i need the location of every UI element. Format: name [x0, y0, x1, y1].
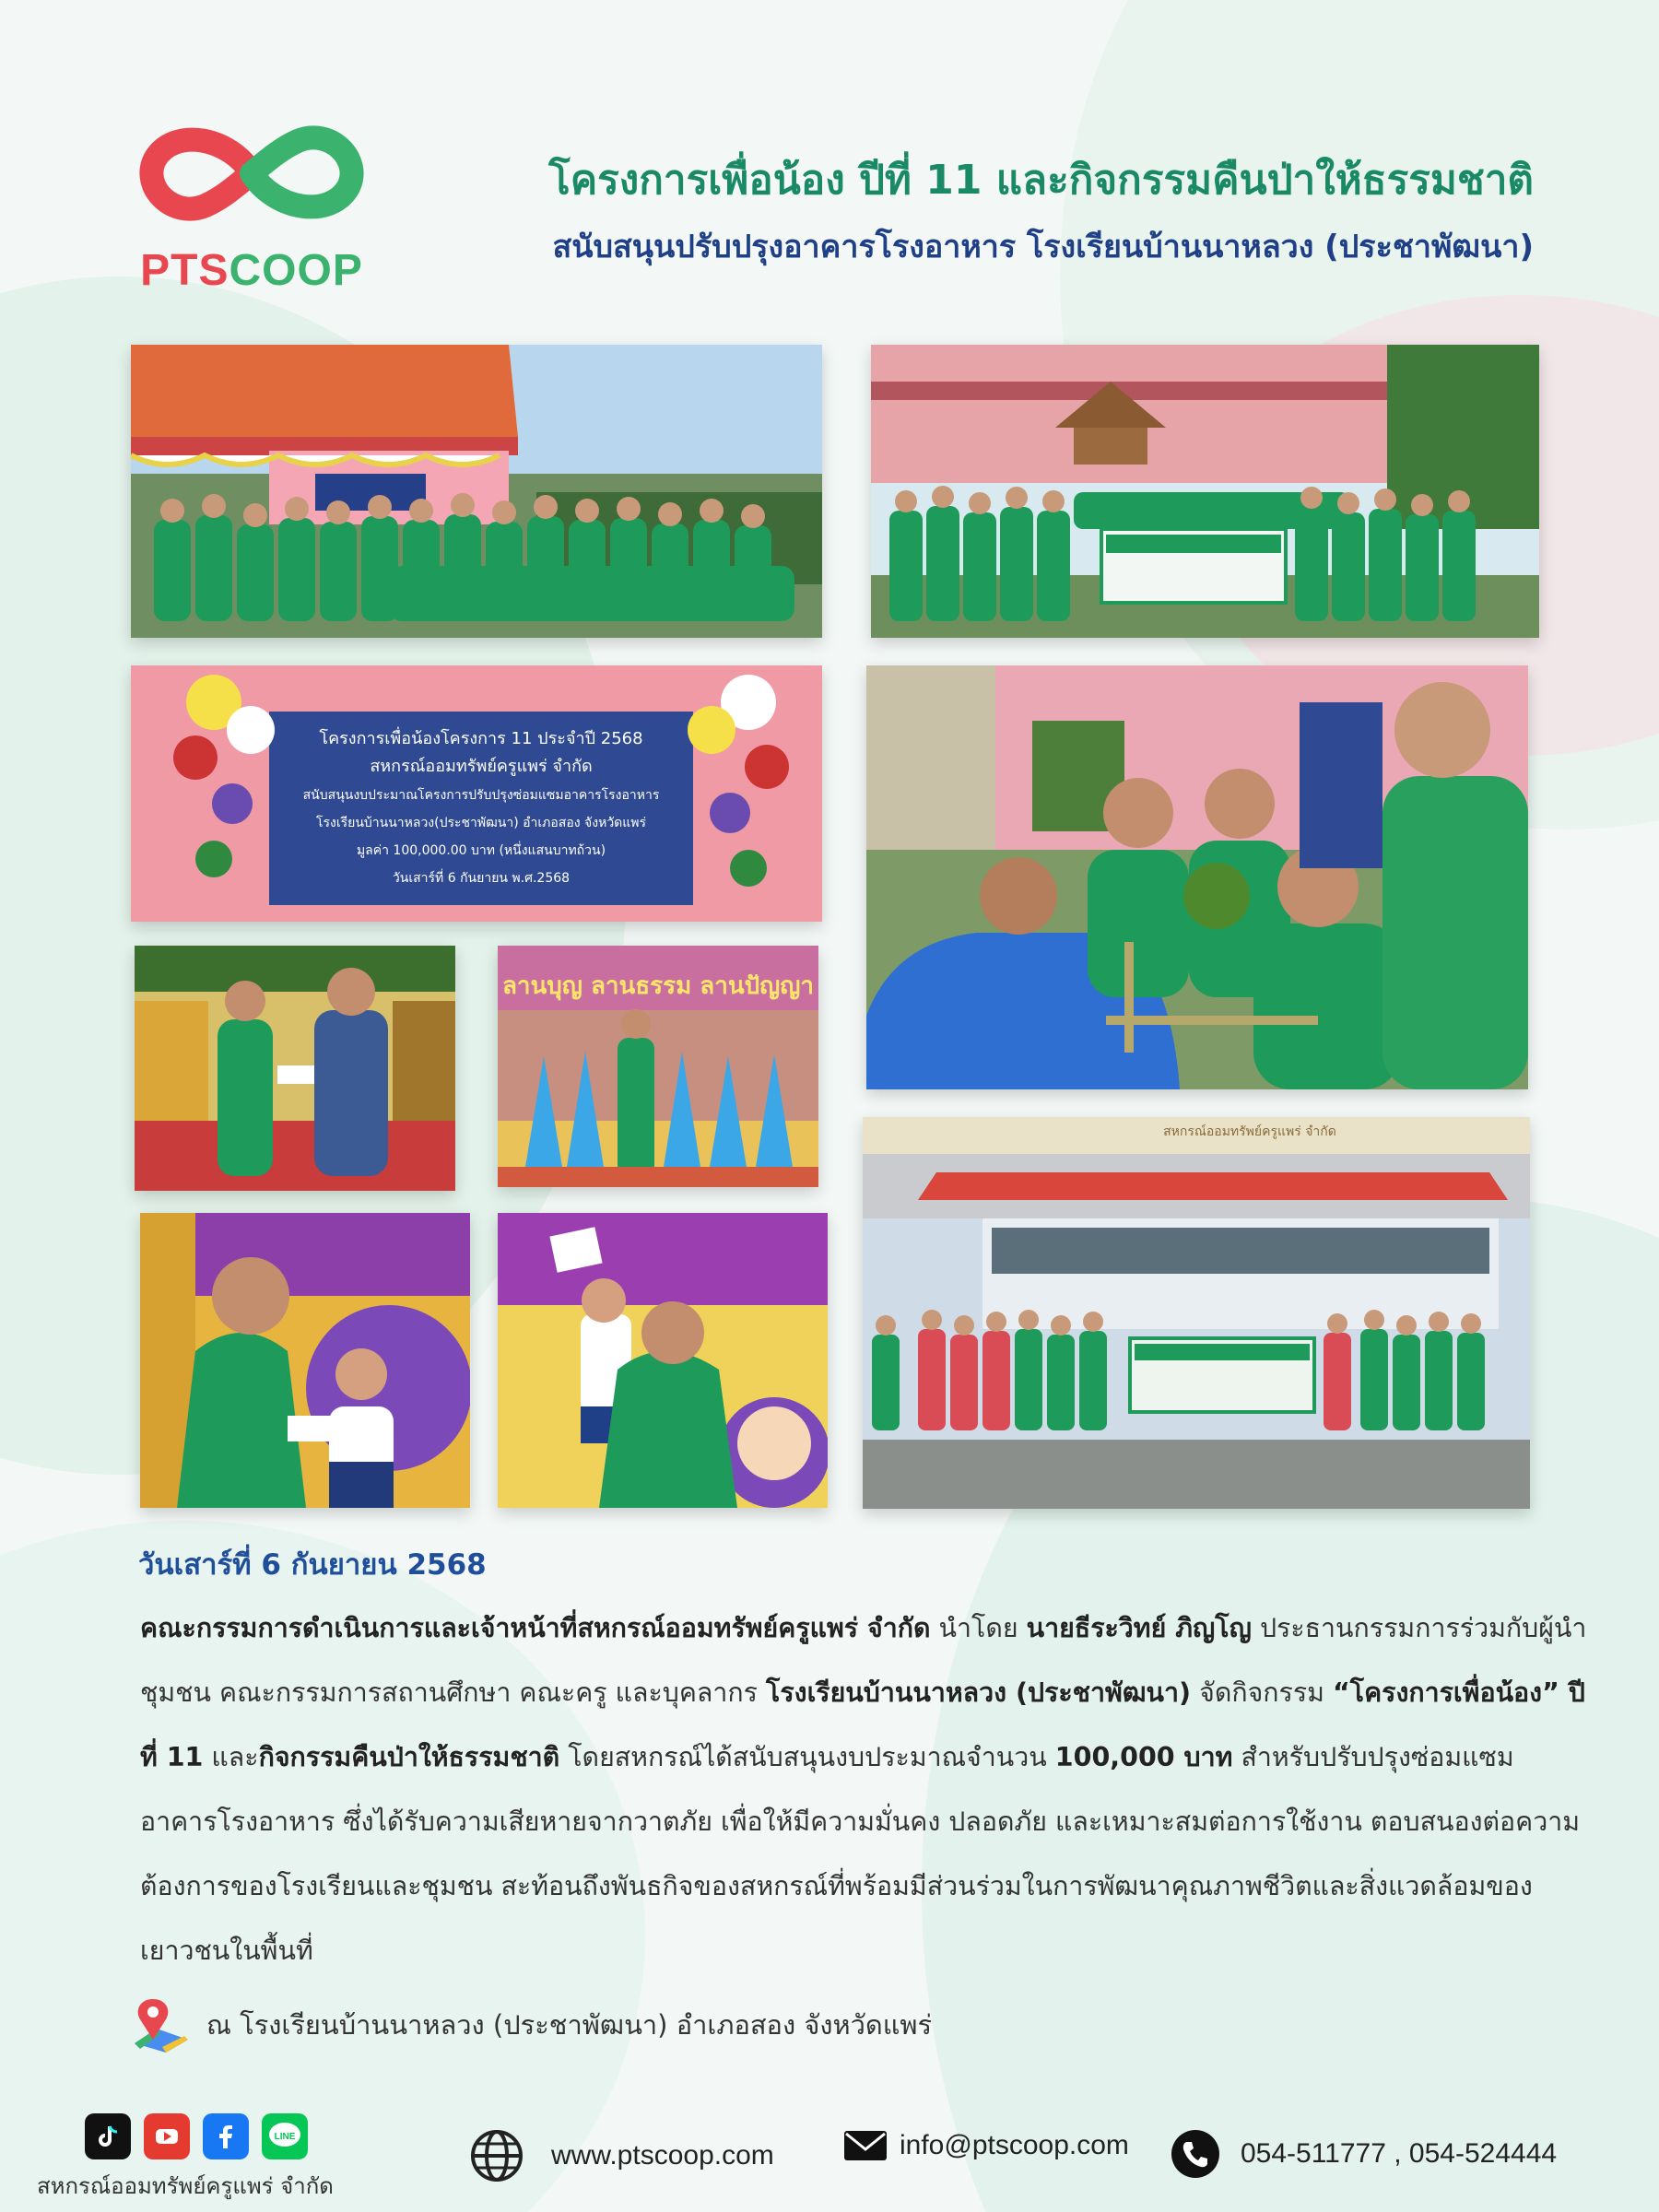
cooperative-committee: คณะกรรมการดำเนินการและเจ้าหน้าที่สหกรณ์ออมทรัพย์ครูแพร่ จำกัด — [140, 1613, 931, 1643]
photo-scholarship-girl — [140, 1213, 470, 1508]
photo-group-tree-planting — [871, 345, 1539, 638]
line-icon-label: LINE — [274, 2132, 296, 2142]
page-subtitle: สนับสนุนปรับปรุงอาคารโรงอาหาร โรงเรียนบ้านนาหลวง (ประชาพัฒนา) — [552, 229, 1534, 265]
stage-sign: ลานบุญ ลานธรรม ลานปัญญา — [501, 972, 815, 1000]
phone-numbers: 054-511777 , 054-524444 — [1241, 2138, 1558, 2169]
logo-coop: COOP — [229, 246, 363, 295]
photo-group-building — [131, 345, 822, 638]
location-text: ณ โรงเรียนบ้านนาหลวง (ประชาพัฒนา) อำเภอสอง จังหวัดแพร่ — [206, 2009, 933, 2041]
banner-line-5: มูลค่า 100,000.00 บาท (หนึ่งแสนบาทถ้วน) — [356, 843, 606, 858]
photo-planting-closeup — [866, 665, 1528, 1089]
banner-line-6: วันเสาร์ที่ 6 กันยายน พ.ศ.2568 — [392, 871, 571, 886]
budget-amount: 100,000 บาท — [1054, 1742, 1233, 1772]
website-contact[interactable] — [470, 2129, 774, 2183]
event-description — [140, 1596, 1587, 1983]
text-segment: โดยสหกรณ์ได้สนับสนุนงบประมาณจำนวน — [559, 1742, 1055, 1772]
banner-line-4: โรงเรียนบ้านนาหลวง(ประชาพัฒนา) อำเภอสอง จังหวัดแพร่ — [315, 816, 647, 830]
event-date: วันเสาร์ที่ 6 กันยายน 2568 — [138, 1548, 487, 1582]
logo-wordmark — [136, 245, 367, 296]
phone-contact[interactable] — [1171, 2129, 1557, 2179]
photo-handover-hall — [135, 946, 455, 1191]
page-title: โครงการเพื่อน้อง ปีที่ 11 และกิจกรรมคืนป่าให้ธรรมชาติ — [548, 157, 1534, 204]
event-location — [129, 1995, 932, 2054]
mail-icon — [842, 2129, 888, 2162]
organization-name: สหกรณ์ออมทรัพย์ครูแพร่ จำกัด — [37, 2173, 334, 2199]
logo-pts: PTS — [140, 246, 229, 295]
photo-group-cooperative — [863, 1117, 1530, 1509]
website-link[interactable]: www.ptscoop.com — [551, 2140, 774, 2171]
infinity-logo-icon — [136, 109, 367, 238]
building-sign: สหกรณ์ออมทรัพย์ครูแพร่ จำกัด — [1163, 1124, 1336, 1139]
text-segment: นำโดย — [930, 1613, 1027, 1643]
social-links — [85, 2113, 308, 2159]
youtube-icon[interactable] — [144, 2113, 190, 2159]
email-contact[interactable] — [842, 2129, 1129, 2162]
text-segment: และ — [203, 1742, 259, 1772]
phone-icon — [1171, 2129, 1220, 2179]
email-link[interactable]: info@ptscoop.com — [900, 2130, 1129, 2160]
text-segment: ประธานกรรมการร่วมกับผู้นำชุมชน คณะกรรมการสถานศึกษา คณะครู และบุคลากร — [140, 1613, 1587, 1708]
banner-line-1: โครงการเพื่อน้องโครงการ 11 ประจำปี 2568 — [319, 729, 643, 748]
school-name: โรงเรียนบ้านนาหลวง (ประชาพัฒนา) — [766, 1677, 1192, 1708]
text-segment: จัดกิจกรรม — [1191, 1677, 1334, 1708]
text-segment: สำหรับปรับปรุงซ่อมแซมอาคารโรงอาหาร ซึ่งได้รับความเสียหายจากวาตภัย เพื่อให้มีความมั่นคง ปลอดภัย และเหมาะสมต่อการใช้งาน ตอบสนองต่อความต้องการของโรงเรียนและชุมชน สะท้อนถึงพันธกิจของสหกรณ์ที่พร้อมมีส่วนร่วมในการพัฒนาคุณภาพชีวิตและสิ่งแวดล้อมของเยาวชนในพื้นที่ — [140, 1742, 1581, 1966]
map-pin-icon — [129, 1995, 194, 2054]
photo-stage-dancers — [498, 946, 818, 1187]
globe-icon — [470, 2129, 524, 2183]
activity-name: กิจกรรมคืนป่าให้ธรรมชาติ — [258, 1742, 560, 1772]
photo-scholarship-boy — [498, 1213, 828, 1508]
project-name: “โครงการเพื่อน้อง” ปีที่ 11 — [140, 1677, 1585, 1772]
tiktok-icon[interactable] — [85, 2113, 131, 2159]
line-icon[interactable] — [262, 2113, 308, 2159]
photo-donation-banner — [131, 665, 822, 922]
banner-line-2: สหกรณ์ออมทรัพย์ครูแพร่ จำกัด — [370, 757, 593, 776]
banner-line-3: สนับสนุนงบประมาณโครงการปรับปรุงซ่อมแซมอาคารโรงอาหาร — [302, 788, 660, 803]
facebook-icon[interactable] — [203, 2113, 249, 2159]
ptscoop-logo[interactable] — [136, 109, 367, 293]
chairman-name: นายธีระวิทย์ ภิญโญ — [1026, 1613, 1252, 1643]
